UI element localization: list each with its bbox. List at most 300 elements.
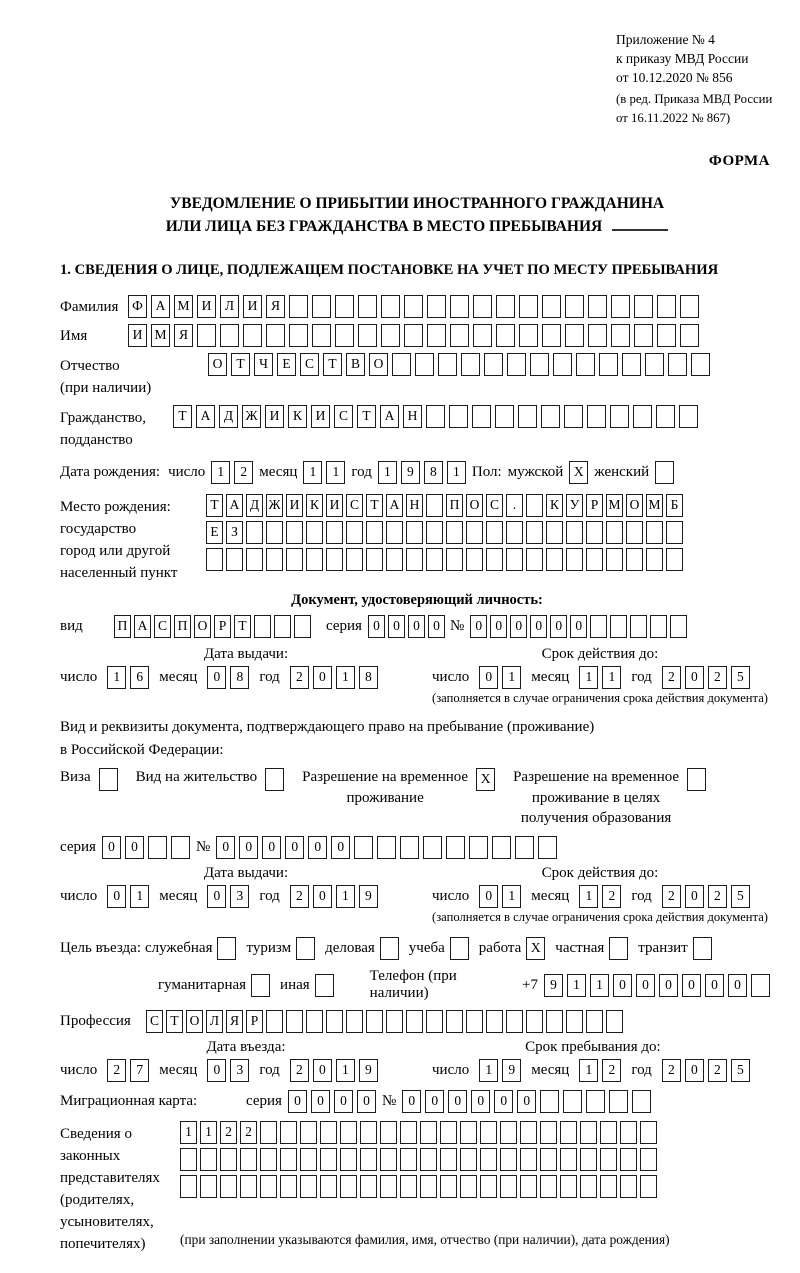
char-box[interactable] [266,548,283,571]
char-box[interactable] [289,324,308,347]
char-box[interactable] [526,494,543,517]
char-box[interactable]: 0 [470,615,487,638]
char-box[interactable] [634,295,653,318]
permit-expiry-day-input[interactable] [479,887,525,904]
char-box[interactable] [640,1148,657,1171]
char-box[interactable] [541,405,560,428]
char-box[interactable] [469,836,488,859]
char-box[interactable] [492,836,511,859]
char-box[interactable]: З [226,521,243,544]
char-box[interactable] [171,836,190,859]
char-box[interactable] [620,1175,637,1198]
char-box[interactable]: С [146,1010,163,1033]
char-box[interactable] [335,295,354,318]
char-box[interactable] [354,836,373,859]
char-box[interactable]: 0 [408,615,425,638]
char-box[interactable]: 2 [708,885,727,908]
char-box[interactable]: 0 [550,615,567,638]
char-box[interactable] [486,548,503,571]
char-box[interactable] [484,353,503,376]
char-box[interactable]: Я [266,295,285,318]
char-box[interactable] [240,1175,257,1198]
id-issue-day-input[interactable] [107,668,153,685]
char-box[interactable] [415,353,434,376]
temp-residence-edu-checkbox[interactable] [687,768,706,791]
char-box[interactable] [377,836,396,859]
char-box[interactable]: 0 [207,666,226,689]
char-box[interactable]: 1 [130,885,149,908]
char-box[interactable] [340,1148,357,1171]
birthplace-input-row2[interactable] [206,521,686,544]
char-box[interactable] [240,1148,257,1171]
char-box[interactable] [600,1148,617,1171]
char-box[interactable]: А [134,615,151,638]
char-box[interactable]: 1 [479,1059,498,1082]
char-box[interactable]: Е [277,353,296,376]
char-box[interactable]: 6 [130,666,149,689]
char-box[interactable] [197,324,216,347]
char-box[interactable] [560,1148,577,1171]
char-box[interactable] [335,324,354,347]
char-box[interactable]: 1 [107,666,126,689]
purpose-humanitarian-checkbox[interactable] [251,974,270,997]
char-box[interactable] [580,1121,597,1144]
id-issue-year-input[interactable] [290,668,382,685]
char-box[interactable] [360,1121,377,1144]
char-box[interactable] [386,548,403,571]
char-box[interactable]: Д [219,405,238,428]
char-box[interactable] [289,295,308,318]
char-box[interactable]: Т [234,615,251,638]
char-box[interactable]: И [286,494,303,517]
char-box[interactable]: 0 [334,1090,353,1113]
char-box[interactable]: Е [206,521,223,544]
char-box[interactable]: 1 [579,1059,598,1082]
id-number-input[interactable] [470,615,690,638]
char-box[interactable] [426,521,443,544]
char-box[interactable] [634,324,653,347]
char-box[interactable]: П [446,494,463,517]
char-box[interactable]: 0 [570,615,587,638]
char-box[interactable] [306,521,323,544]
char-box[interactable] [646,521,663,544]
char-box[interactable]: 0 [357,1090,376,1113]
char-box[interactable] [656,405,675,428]
char-box[interactable] [380,1121,397,1144]
char-box[interactable] [294,615,311,638]
char-box[interactable]: И [326,494,343,517]
char-box[interactable]: 1 [579,666,598,689]
char-box[interactable]: Т [206,494,223,517]
char-box[interactable] [306,548,323,571]
char-box[interactable]: Н [406,494,423,517]
char-box[interactable]: 1 [502,666,521,689]
char-box[interactable] [274,615,291,638]
char-box[interactable] [587,405,606,428]
char-box[interactable]: 2 [662,1059,681,1082]
char-box[interactable]: О [626,494,643,517]
char-box[interactable] [280,1148,297,1171]
char-box[interactable]: 0 [313,666,332,689]
stay-month-input[interactable] [579,1061,625,1078]
char-box[interactable] [246,521,263,544]
char-box[interactable] [427,295,446,318]
char-box[interactable] [611,324,630,347]
char-box[interactable]: 0 [659,974,678,997]
char-box[interactable]: 2 [290,1059,309,1082]
char-box[interactable] [254,615,271,638]
char-box[interactable]: Л [206,1010,223,1033]
char-box[interactable] [404,324,423,347]
char-box[interactable] [486,1010,503,1033]
char-box[interactable] [590,615,607,638]
char-box[interactable] [666,521,683,544]
char-box[interactable]: 0 [313,885,332,908]
char-box[interactable] [668,353,687,376]
char-box[interactable]: 1 [211,461,230,484]
entry-day-input[interactable] [107,1061,153,1078]
char-box[interactable] [580,1148,597,1171]
char-box[interactable]: 0 [102,836,121,859]
residence-permit-checkbox[interactable] [265,768,284,791]
char-box[interactable] [420,1175,437,1198]
char-box[interactable] [751,974,770,997]
char-box[interactable]: И [197,295,216,318]
char-box[interactable] [266,1010,283,1033]
char-box[interactable] [610,405,629,428]
char-box[interactable] [460,1175,477,1198]
purpose-private-checkbox[interactable] [609,937,628,960]
char-box[interactable]: 2 [234,461,253,484]
citizenship-input[interactable] [173,405,702,428]
char-box[interactable] [320,1121,337,1144]
char-box[interactable] [540,1148,557,1171]
char-box[interactable] [546,521,563,544]
char-box[interactable]: 8 [359,666,378,689]
char-box[interactable] [346,521,363,544]
char-box[interactable] [366,1010,383,1033]
char-box[interactable] [426,494,443,517]
char-box[interactable] [560,1175,577,1198]
char-box[interactable] [480,1175,497,1198]
permit-issue-day-input[interactable] [107,887,153,904]
char-box[interactable]: И [243,295,262,318]
char-box[interactable] [286,548,303,571]
char-box[interactable] [406,548,423,571]
char-box[interactable]: 2 [708,666,727,689]
char-box[interactable] [326,521,343,544]
char-box[interactable]: Ч [254,353,273,376]
char-box[interactable]: 8 [424,461,443,484]
char-box[interactable]: О [208,353,227,376]
char-box[interactable] [480,1121,497,1144]
char-box[interactable]: С [154,615,171,638]
char-box[interactable] [220,324,239,347]
char-box[interactable] [620,1121,637,1144]
char-box[interactable] [600,1121,617,1144]
char-box[interactable] [358,295,377,318]
char-box[interactable] [500,1148,517,1171]
char-box[interactable]: 2 [602,885,621,908]
char-box[interactable]: Т [173,405,192,428]
permit-issue-month-input[interactable] [207,887,253,904]
purpose-other-checkbox[interactable] [315,974,334,997]
char-box[interactable]: М [174,295,193,318]
char-box[interactable]: 1 [447,461,466,484]
char-box[interactable] [280,1121,297,1144]
id-expiry-day-input[interactable] [479,668,525,685]
char-box[interactable]: 2 [662,885,681,908]
char-box[interactable] [386,521,403,544]
visa-checkbox[interactable] [99,768,118,791]
char-box[interactable]: Р [246,1010,263,1033]
birthdate-month-input[interactable] [303,461,349,484]
char-box[interactable]: 0 [510,615,527,638]
char-box[interactable] [606,521,623,544]
char-box[interactable]: 0 [308,836,327,859]
char-box[interactable] [553,353,572,376]
id-issue-month-input[interactable] [207,668,253,685]
char-box[interactable] [680,324,699,347]
permit-series-input[interactable] [102,836,194,859]
char-box[interactable] [300,1121,317,1144]
char-box[interactable]: О [369,353,388,376]
char-box[interactable] [226,548,243,571]
char-box[interactable]: К [306,494,323,517]
char-box[interactable]: 2 [240,1121,257,1144]
char-box[interactable]: Н [403,405,422,428]
char-box[interactable] [366,548,383,571]
char-box[interactable]: 1 [326,461,345,484]
char-box[interactable] [480,1148,497,1171]
char-box[interactable] [449,405,468,428]
char-box[interactable] [515,836,534,859]
surname-input[interactable] [128,295,703,318]
char-box[interactable] [610,615,627,638]
char-box[interactable] [566,521,583,544]
char-box[interactable]: 2 [290,666,309,689]
char-box[interactable]: 0 [479,666,498,689]
char-box[interactable] [630,615,647,638]
char-box[interactable] [640,1121,657,1144]
permit-expiry-month-input[interactable] [579,887,625,904]
char-box[interactable] [400,836,419,859]
char-box[interactable] [519,324,538,347]
char-box[interactable]: О [186,1010,203,1033]
char-box[interactable] [326,1010,343,1033]
char-box[interactable] [450,295,469,318]
char-box[interactable] [542,295,561,318]
char-box[interactable]: 1 [590,974,609,997]
char-box[interactable] [300,1175,317,1198]
profession-input[interactable] [146,1010,626,1033]
char-box[interactable]: 1 [200,1121,217,1144]
char-box[interactable] [586,521,603,544]
char-box[interactable]: И [128,324,147,347]
char-box[interactable] [400,1121,417,1144]
purpose-business-checkbox[interactable] [217,937,236,960]
char-box[interactable] [496,324,515,347]
char-box[interactable]: Т [323,353,342,376]
id-kind-input[interactable] [114,615,314,638]
char-box[interactable] [306,1010,323,1033]
char-box[interactable] [392,353,411,376]
permit-expiry-year-input[interactable] [662,887,754,904]
char-box[interactable]: 0 [402,1090,421,1113]
char-box[interactable] [670,615,687,638]
birthdate-day-input[interactable] [211,461,257,484]
char-box[interactable]: 9 [544,974,563,997]
char-box[interactable]: С [346,494,363,517]
char-box[interactable] [423,836,442,859]
representatives-input-row2[interactable] [180,1148,670,1171]
char-box[interactable] [626,548,643,571]
char-box[interactable] [346,1010,363,1033]
given-name-input[interactable] [128,324,703,347]
purpose-tourism-checkbox[interactable] [296,937,315,960]
char-box[interactable] [320,1175,337,1198]
char-box[interactable]: П [174,615,191,638]
char-box[interactable] [657,324,676,347]
char-box[interactable] [426,405,445,428]
char-box[interactable] [286,521,303,544]
char-box[interactable]: 1 [579,885,598,908]
char-box[interactable]: Т [231,353,250,376]
char-box[interactable] [633,405,652,428]
char-box[interactable] [546,548,563,571]
migration-number-input[interactable] [402,1090,655,1113]
char-box[interactable]: 0 [125,836,144,859]
char-box[interactable] [286,1010,303,1033]
char-box[interactable]: М [646,494,663,517]
char-box[interactable]: А [386,494,403,517]
char-box[interactable]: Б [666,494,683,517]
char-box[interactable] [461,353,480,376]
char-box[interactable] [346,548,363,571]
char-box[interactable] [400,1148,417,1171]
char-box[interactable]: 0 [331,836,350,859]
char-box[interactable] [446,836,465,859]
char-box[interactable] [406,521,423,544]
char-box[interactable] [560,1121,577,1144]
char-box[interactable] [266,324,285,347]
char-box[interactable]: Д [246,494,263,517]
char-box[interactable] [340,1121,357,1144]
char-box[interactable] [280,1175,297,1198]
char-box[interactable] [506,1010,523,1033]
char-box[interactable]: А [196,405,215,428]
female-checkbox[interactable] [655,461,674,484]
char-box[interactable] [220,1175,237,1198]
char-box[interactable]: 0 [311,1090,330,1113]
char-box[interactable]: 0 [262,836,281,859]
char-box[interactable] [495,405,514,428]
char-box[interactable]: 0 [494,1090,513,1113]
char-box[interactable]: Т [357,405,376,428]
temp-residence-checkbox[interactable]: X [476,768,495,791]
char-box[interactable] [360,1175,377,1198]
char-box[interactable] [260,1175,277,1198]
char-box[interactable]: 1 [180,1121,197,1144]
char-box[interactable] [446,548,463,571]
char-box[interactable]: 9 [359,1059,378,1082]
char-box[interactable] [460,1121,477,1144]
char-box[interactable] [180,1148,197,1171]
birthdate-year-input[interactable] [378,461,470,484]
char-box[interactable] [500,1121,517,1144]
char-box[interactable]: 0 [313,1059,332,1082]
char-box[interactable]: 1 [303,461,322,484]
birthplace-input-row1[interactable] [206,494,686,517]
char-box[interactable] [586,548,603,571]
char-box[interactable] [600,1175,617,1198]
char-box[interactable] [626,521,643,544]
representatives-input-row1[interactable] [180,1121,670,1144]
char-box[interactable]: П [114,615,131,638]
char-box[interactable]: 1 [336,666,355,689]
char-box[interactable] [609,1090,628,1113]
permit-issue-year-input[interactable] [290,887,382,904]
char-box[interactable] [312,295,331,318]
char-box[interactable]: 2 [662,666,681,689]
char-box[interactable] [400,1175,417,1198]
char-box[interactable] [440,1121,457,1144]
char-box[interactable] [460,1148,477,1171]
char-box[interactable] [320,1148,337,1171]
char-box[interactable]: 0 [388,615,405,638]
char-box[interactable] [243,324,262,347]
char-box[interactable]: 7 [130,1059,149,1082]
char-box[interactable]: 5 [731,1059,750,1082]
char-box[interactable]: 1 [336,885,355,908]
char-box[interactable]: 0 [636,974,655,997]
id-series-input[interactable] [368,615,448,638]
char-box[interactable]: 0 [685,666,704,689]
char-box[interactable] [566,1010,583,1033]
char-box[interactable]: 0 [530,615,547,638]
char-box[interactable] [622,353,641,376]
char-box[interactable]: 0 [425,1090,444,1113]
char-box[interactable] [565,295,584,318]
representatives-input-row3[interactable] [180,1175,670,1198]
char-box[interactable] [358,324,377,347]
char-box[interactable] [507,353,526,376]
char-box[interactable] [380,1175,397,1198]
char-box[interactable] [588,324,607,347]
char-box[interactable]: 5 [731,885,750,908]
char-box[interactable]: Ф [128,295,147,318]
char-box[interactable]: 5 [731,666,750,689]
char-box[interactable]: . [506,494,523,517]
char-box[interactable] [566,548,583,571]
char-box[interactable]: 9 [401,461,420,484]
char-box[interactable]: 3 [230,885,249,908]
char-box[interactable] [506,548,523,571]
char-box[interactable] [538,836,557,859]
purpose-study-checkbox[interactable] [450,937,469,960]
char-box[interactable] [526,548,543,571]
char-box[interactable]: Ж [242,405,261,428]
char-box[interactable]: И [311,405,330,428]
entry-year-input[interactable] [290,1061,382,1078]
char-box[interactable] [645,353,664,376]
char-box[interactable] [691,353,710,376]
char-box[interactable] [312,324,331,347]
char-box[interactable] [260,1148,277,1171]
char-box[interactable] [446,521,463,544]
char-box[interactable] [486,521,503,544]
char-box[interactable]: В [346,353,365,376]
